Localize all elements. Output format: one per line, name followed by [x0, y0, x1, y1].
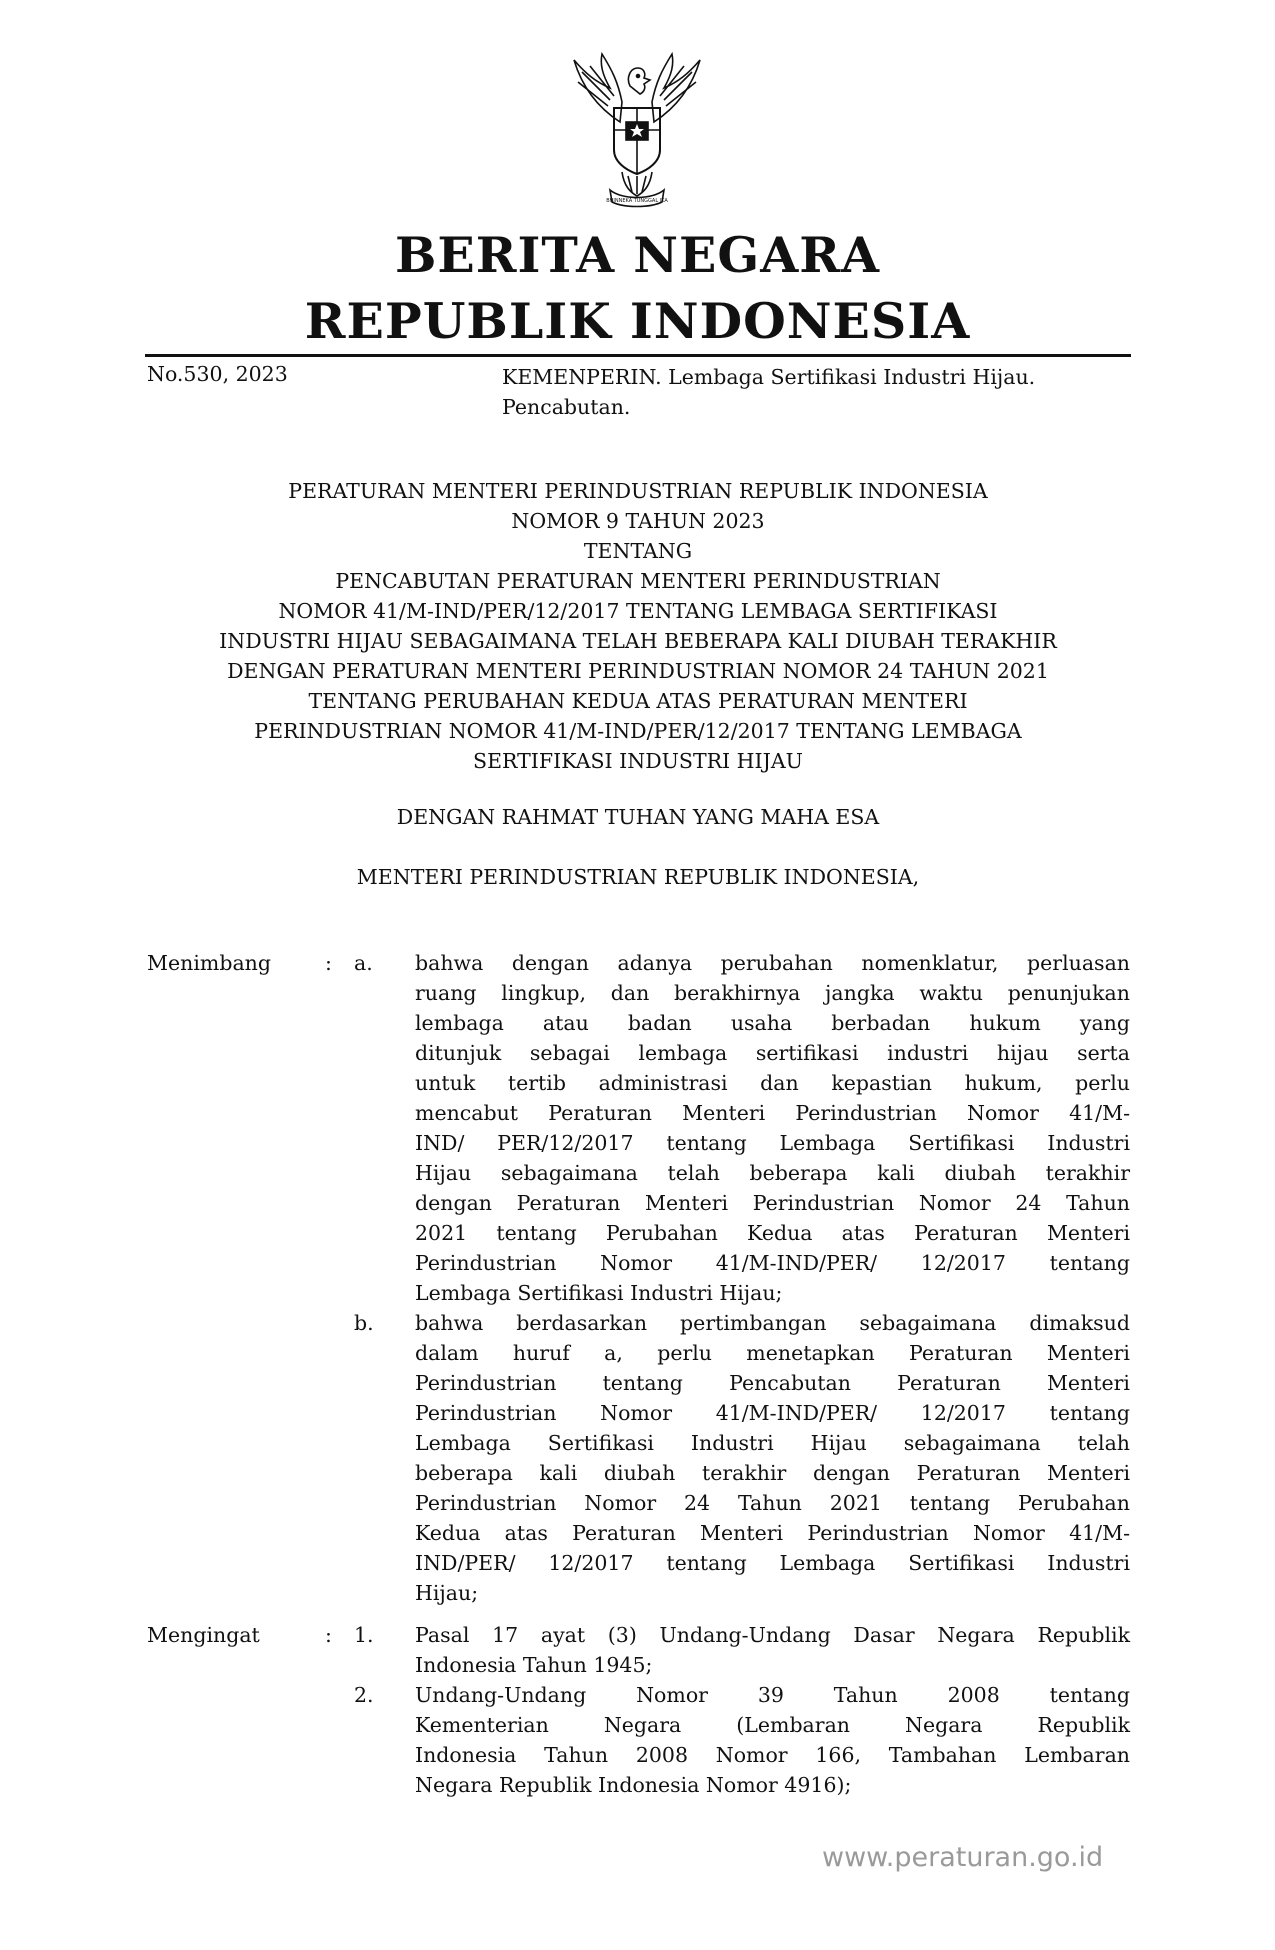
garuda-emblem	[552, 52, 722, 212]
mengingat-item-mark: 1.	[354, 1623, 374, 1647]
menimbang-item-mark: b.	[354, 1311, 374, 1335]
title-line: TENTANG PERUBAHAN KEDUA ATAS PERATURAN MENTERI	[308, 689, 968, 713]
menteri-line: MENTERI PERINDUSTRIAN REPUBLIK INDONESIA,	[356, 865, 920, 889]
rahmat-line: DENGAN RAHMAT TUHAN YANG MAHA ESA	[396, 805, 880, 829]
paragraph-line: Perindustrian Nomor 41/M-IND/PER/ 12/2017 tentang	[415, 1401, 1130, 1425]
paragraph-line: Perindustrian tentang Pencabutan Peraturan Menteri	[415, 1371, 1130, 1395]
serial-subject-line: KEMENPERIN. Lembaga Sertifikasi Industri Hijau.	[502, 365, 1036, 389]
title-line: PERINDUSTRIAN NOMOR 41/M-IND/PER/12/2017 TENTANG LEMBAGA	[254, 719, 1022, 743]
paragraph-line: 2021 tentang Perubahan Kedua atas Peraturan Menteri	[415, 1221, 1130, 1245]
title-line: SERTIFIKASI INDUSTRI HIJAU	[473, 749, 803, 773]
paragraph-line: Indonesia Tahun 1945;	[415, 1653, 653, 1677]
paragraph-line: lembaga atau badan usaha berbadan hukum yang	[415, 1011, 1130, 1035]
paragraph-line: Perindustrian Nomor 24 Tahun 2021 tentang Perubahan	[415, 1491, 1130, 1515]
menimbang-label: Menimbang	[147, 951, 271, 975]
title-line: NOMOR 41/M-IND/PER/12/2017 TENTANG LEMBAGA SERTIFIKASI	[278, 599, 998, 623]
mengingat-colon: :	[325, 1623, 332, 1647]
title-line: TENTANG	[583, 539, 693, 563]
mengingat-label: Mengingat	[147, 1623, 260, 1647]
paragraph-line: Negara Republik Indonesia Nomor 4916);	[415, 1773, 852, 1797]
paragraph-line: Pasal 17 ayat (3) Undang-Undang Dasar Negara Republik	[415, 1623, 1130, 1647]
paragraph-line: Undang-Undang Nomor 39 Tahun 2008 tentang	[415, 1683, 1130, 1707]
paragraph-line: IND/PER/ 12/2017 tentang Lembaga Sertifikasi Industri	[415, 1551, 1130, 1575]
title-line: PENCABUTAN PERATURAN MENTERI PERINDUSTRIAN	[335, 569, 941, 593]
mengingat-item-1	[415, 1620, 1130, 1680]
title-line: DENGAN PERATURAN MENTERI PERINDUSTRIAN NOMOR 24 TAHUN 2021	[227, 659, 1049, 683]
paragraph-line: bahwa dengan adanya perubahan nomenklatur, perluasan	[415, 951, 1130, 975]
mengingat-item-mark: 2.	[354, 1683, 374, 1707]
masthead-rule	[145, 354, 1131, 357]
paragraph-line: bahwa berdasarkan pertimbangan sebagaimana dimaksud	[415, 1311, 1130, 1335]
paragraph-line: Perindustrian Nomor 41/M-IND/PER/ 12/2017 tentang	[415, 1251, 1130, 1275]
serial-number: No.530, 2023	[147, 362, 288, 386]
paragraph-line: Lembaga Sertifikasi Industri Hijau sebagaimana telah	[415, 1431, 1130, 1455]
paragraph-line: Kedua atas Peraturan Menteri Perindustrian Nomor 41/M-	[415, 1521, 1130, 1545]
menimbang-item-a	[415, 948, 1130, 1308]
paragraph-line: dengan Peraturan Menteri Perindustrian Nomor 24 Tahun	[415, 1191, 1130, 1215]
emblem-motto: BHINNEKA TUNGGAL IKA	[606, 198, 668, 204]
title-line: NOMOR 9 TAHUN 2023	[511, 509, 765, 533]
menimbang-colon: :	[325, 951, 332, 975]
paragraph-line: untuk tertib administrasi dan kepastian hukum, perlu	[415, 1071, 1130, 1095]
menimbang-item-b	[415, 1308, 1130, 1608]
paragraph-line: mencabut Peraturan Menteri Perindustrian Nomor 41/M-	[415, 1101, 1130, 1125]
mengingat-item-2	[415, 1680, 1130, 1800]
paragraph-line: IND/ PER/12/2017 tentang Lembaga Sertifikasi Industri	[415, 1131, 1130, 1155]
paragraph-line: ruang lingkup, dan berakhirnya jangka waktu penunjukan	[415, 981, 1130, 1005]
regulation-title	[145, 476, 1131, 776]
paragraph-line: Hijau;	[415, 1581, 479, 1605]
paragraph-line: Lembaga Sertifikasi Industri Hijau;	[415, 1281, 783, 1305]
paragraph-line: beberapa kali diubah terakhir dengan Peraturan Menteri	[415, 1461, 1130, 1485]
paragraph-line: Indonesia Tahun 2008 Nomor 166, Tambahan Lembaran	[415, 1743, 1130, 1767]
serial-subject	[502, 362, 1132, 422]
title-line: PERATURAN MENTERI PERINDUSTRIAN REPUBLIK INDONESIA	[288, 479, 988, 503]
paragraph-line: dalam huruf a, perlu menetapkan Peraturan Menteri	[415, 1341, 1130, 1365]
masthead-line-1: BERITA NEGARA	[394, 226, 880, 284]
serial-subject-line: Pencabutan.	[502, 395, 631, 419]
menimbang-item-mark: a.	[354, 951, 373, 975]
site-watermark: www.peraturan.go.id	[822, 1842, 1104, 1873]
paragraph-line: ditunjuk sebagai lembaga sertifikasi industri hijau serta	[415, 1041, 1130, 1065]
paragraph-line: Hijau sebagaimana telah beberapa kali diubah terakhir	[415, 1161, 1130, 1185]
masthead-line-2: REPUBLIK INDONESIA	[304, 292, 971, 350]
title-line: INDUSTRI HIJAU SEBAGAIMANA TELAH BEBERAPA KALI DIUBAH TERAKHIR	[219, 629, 1057, 653]
paragraph-line: Kementerian Negara (Lembaran Negara Republik	[415, 1713, 1130, 1737]
